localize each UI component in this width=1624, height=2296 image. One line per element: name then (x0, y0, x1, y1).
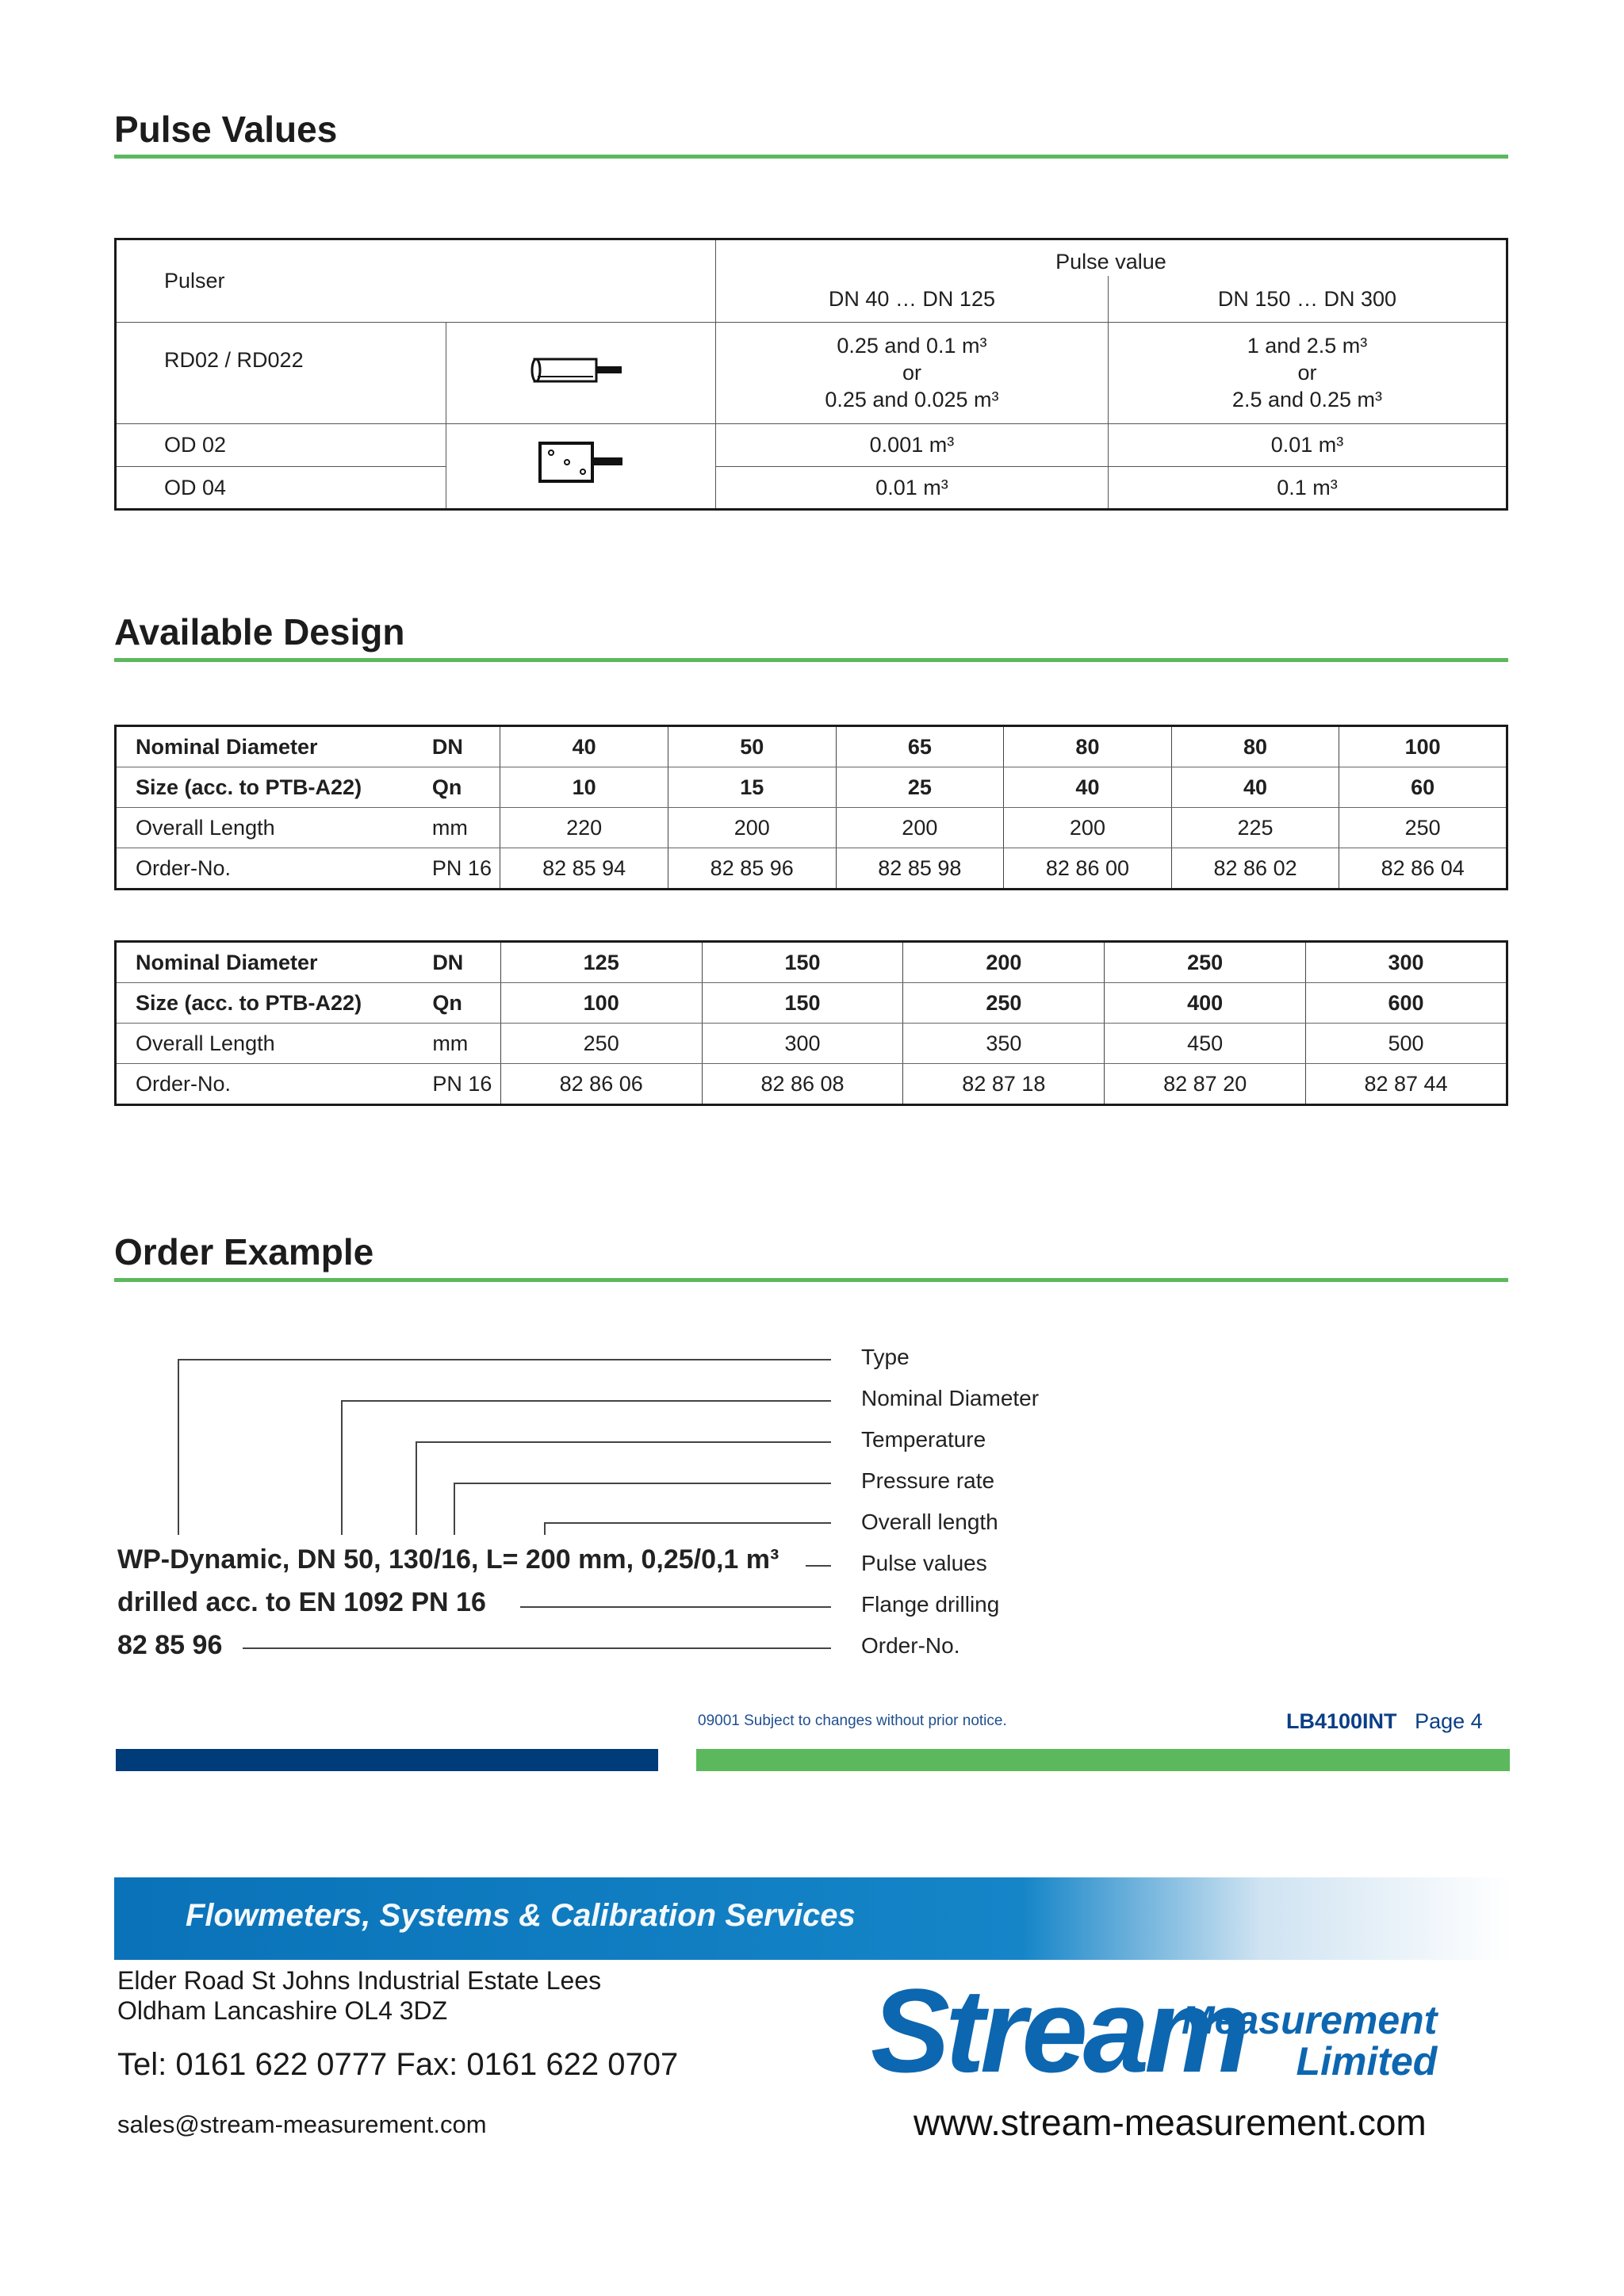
leader-line (454, 1483, 831, 1484)
table-cell: 15 (668, 767, 836, 808)
table-cell: 82 87 44 (1306, 1064, 1507, 1105)
oe-label-pulse-values: Pulse values (861, 1551, 987, 1575)
leader-line (243, 1647, 831, 1649)
table-cell: 65 (836, 726, 1004, 767)
cylinder-sensor-icon (530, 350, 633, 389)
email-address: sales@stream-measurement.com (117, 2110, 487, 2138)
pulse-value-cell (715, 322, 1108, 423)
pulse-value-cell: 0.01 m³ (1108, 423, 1507, 466)
table-cell: 40 (1171, 767, 1339, 808)
table-row (116, 322, 1507, 423)
table-row (116, 1024, 1507, 1064)
row-unit: PN 16 (431, 855, 492, 880)
row-unit: Qn (423, 983, 500, 1024)
table-cell: 200 (836, 808, 1004, 848)
table-cell: 300 (1306, 942, 1507, 983)
telephone-fax: Tel: 0161 622 0777 Fax: 0161 622 0707 (117, 2047, 679, 2082)
table-row (116, 1064, 1507, 1105)
table-cell: 80 (1171, 726, 1339, 767)
table-cell: 80 (1004, 726, 1172, 767)
value-line: or (1297, 361, 1317, 385)
table-row (116, 942, 1507, 983)
range-header-1: DN 40 … DN 125 (715, 276, 1108, 322)
page-number: Page 4 (1415, 1709, 1483, 1733)
row-unit: DN (423, 726, 500, 767)
table-cell: 200 (668, 808, 836, 848)
table-cell: 600 (1306, 983, 1507, 1024)
table-cell: 225 (1171, 808, 1339, 848)
row-label: Nominal Diameter (116, 942, 423, 983)
table-cell: 250 (1105, 942, 1306, 983)
oe-label-order-no: Order-No. (861, 1633, 960, 1658)
table-cell: 500 (1306, 1024, 1507, 1064)
oe-label-pressure-rate: Pressure rate (861, 1468, 995, 1493)
row-label: Overall Length (116, 808, 423, 848)
row-label: Order-No. (136, 1071, 232, 1096)
footer-doc-code (1286, 1709, 1483, 1734)
table-cell: 100 (500, 983, 702, 1024)
order-example-title: Order Example (114, 1231, 374, 1272)
address-line-1: Elder Road St Johns Industrial Estate Lees (117, 1966, 602, 1995)
pulse-values-title: Pulse Values (114, 109, 338, 150)
row-unit: DN (423, 942, 500, 983)
table-row (116, 423, 1507, 466)
table-cell: 400 (1105, 983, 1306, 1024)
box-sensor-icon (534, 435, 629, 491)
table-cell: 82 86 06 (500, 1064, 702, 1105)
table-row (116, 848, 1507, 890)
value-line: 0.25 and 0.1 m³ (837, 334, 987, 358)
leader-line (416, 1441, 417, 1535)
row-unit: mm (423, 1024, 500, 1064)
doc-code: LB4100INT (1286, 1709, 1397, 1733)
pulser-name: OD 02 (116, 423, 446, 466)
value-line: 0.25 and 0.025 m³ (825, 388, 999, 411)
row-unit: PN 16 (432, 1071, 492, 1096)
table-cell: 82 86 02 (1171, 848, 1339, 890)
table-cell: 82 86 08 (702, 1064, 903, 1105)
pulser-header: Pulser (116, 239, 716, 323)
table-cell: 350 (903, 1024, 1105, 1064)
value-line: 2.5 and 0.25 m³ (1231, 388, 1383, 411)
leader-line (454, 1483, 455, 1535)
footer-note: 09001 Subject to changes without prior notice. (698, 1712, 1007, 1729)
pulser-name: OD 04 (116, 466, 446, 509)
table-cell: 200 (1004, 808, 1172, 848)
table-cell: 82 87 18 (903, 1064, 1105, 1105)
table-cell: 50 (668, 726, 836, 767)
table-cell: 82 85 98 (836, 848, 1004, 890)
oe-label-flange-drilling: Flange drilling (861, 1592, 1000, 1617)
table-cell: 220 (500, 808, 668, 848)
table-row (116, 466, 1507, 509)
banner-text: Flowmeters, Systems & Calibration Services (186, 1898, 856, 1933)
pulser-name: RD02 / RD022 (116, 322, 446, 423)
logo-word-measurement: Measurement (1182, 1998, 1438, 2042)
value-line: 1 and 2.5 m³ (1247, 334, 1368, 358)
row-unit: mm (423, 808, 500, 848)
table-cell: 300 (702, 1024, 903, 1064)
title-rule (114, 1278, 1508, 1282)
pulse-values-table (114, 238, 1508, 511)
table-row (116, 726, 1507, 767)
company-logo-measurement (1182, 1999, 1437, 2082)
od-image (446, 423, 716, 509)
row-label: Size (acc. to PTB-A22) (116, 983, 423, 1024)
leader-line (341, 1400, 343, 1535)
table-cell: 150 (702, 942, 903, 983)
leader-line (520, 1606, 831, 1608)
footer-green-bar (696, 1749, 1510, 1771)
table-cell: 150 (702, 983, 903, 1024)
available-design-title: Available Design (114, 611, 405, 652)
design-table-2 (114, 940, 1508, 1106)
table-cell: 450 (1105, 1024, 1306, 1064)
table-row (116, 767, 1507, 808)
order-example-line-2: drilled acc. to EN 1092 PN 16 (117, 1587, 486, 1617)
table-cell: 82 85 96 (668, 848, 836, 890)
website-url: www.stream-measurement.com (914, 2102, 1427, 2143)
design-table-1 (114, 725, 1508, 890)
table-cell: 100 (1339, 726, 1507, 767)
oe-label-temperature: Temperature (861, 1427, 986, 1452)
table-cell: 25 (836, 767, 1004, 808)
company-logo-stream: Stream (871, 1964, 1246, 2097)
company-banner (114, 1877, 1511, 1960)
oe-label-type: Type (861, 1345, 910, 1369)
table-cell: 250 (903, 983, 1105, 1024)
leader-line (544, 1522, 831, 1524)
table-cell: 250 (500, 1024, 702, 1064)
leader-line (178, 1359, 831, 1360)
table-cell: 250 (1339, 808, 1507, 848)
logo-word-limited: Limited (1296, 2039, 1438, 2084)
table-cell: 82 86 00 (1004, 848, 1172, 890)
oe-label-overall-length: Overall length (861, 1510, 998, 1534)
rd02-image (446, 322, 716, 423)
leader-line (178, 1359, 179, 1535)
table-cell: 60 (1339, 767, 1507, 808)
leader-line (806, 1565, 831, 1567)
table-cell: 40 (500, 726, 668, 767)
pulse-value-cell: 0.001 m³ (715, 423, 1108, 466)
pulse-value-header: Pulse value (715, 239, 1507, 277)
leader-line (416, 1441, 831, 1443)
table-cell: 82 86 04 (1339, 848, 1507, 890)
row-label: Order-No. (136, 855, 232, 880)
row-unit: Qn (423, 767, 500, 808)
footer-blue-bar (116, 1749, 658, 1771)
table-cell: 200 (903, 942, 1105, 983)
row-label: Size (acc. to PTB-A22) (116, 767, 423, 808)
title-rule (114, 658, 1508, 662)
title-rule (114, 155, 1508, 159)
order-example-line-1: WP-Dynamic, DN 50, 130/16, L= 200 mm, 0,25/0,1 m³ (117, 1544, 779, 1575)
order-example-line-3: 82 85 96 (117, 1630, 223, 1660)
range-header-2: DN 150 … DN 300 (1108, 276, 1507, 322)
address-line-2: Oldham Lancashire OL4 3DZ (117, 1996, 448, 2025)
leader-line (544, 1522, 546, 1535)
table-cell: 40 (1004, 767, 1172, 808)
pulse-value-cell: 0.1 m³ (1108, 466, 1507, 509)
pulse-value-cell (1108, 322, 1507, 423)
table-row (116, 808, 1507, 848)
table-cell: 82 87 20 (1105, 1064, 1306, 1105)
table-cell: 125 (500, 942, 702, 983)
row-label: Overall Length (116, 1024, 423, 1064)
pulse-value-cell: 0.01 m³ (715, 466, 1108, 509)
row-label: Nominal Diameter (116, 726, 423, 767)
table-row (116, 983, 1507, 1024)
table-cell: 10 (500, 767, 668, 808)
value-line: or (902, 361, 921, 385)
oe-label-nominal-diameter: Nominal Diameter (861, 1386, 1040, 1410)
leader-line (341, 1400, 831, 1402)
table-cell: 82 85 94 (500, 848, 668, 890)
